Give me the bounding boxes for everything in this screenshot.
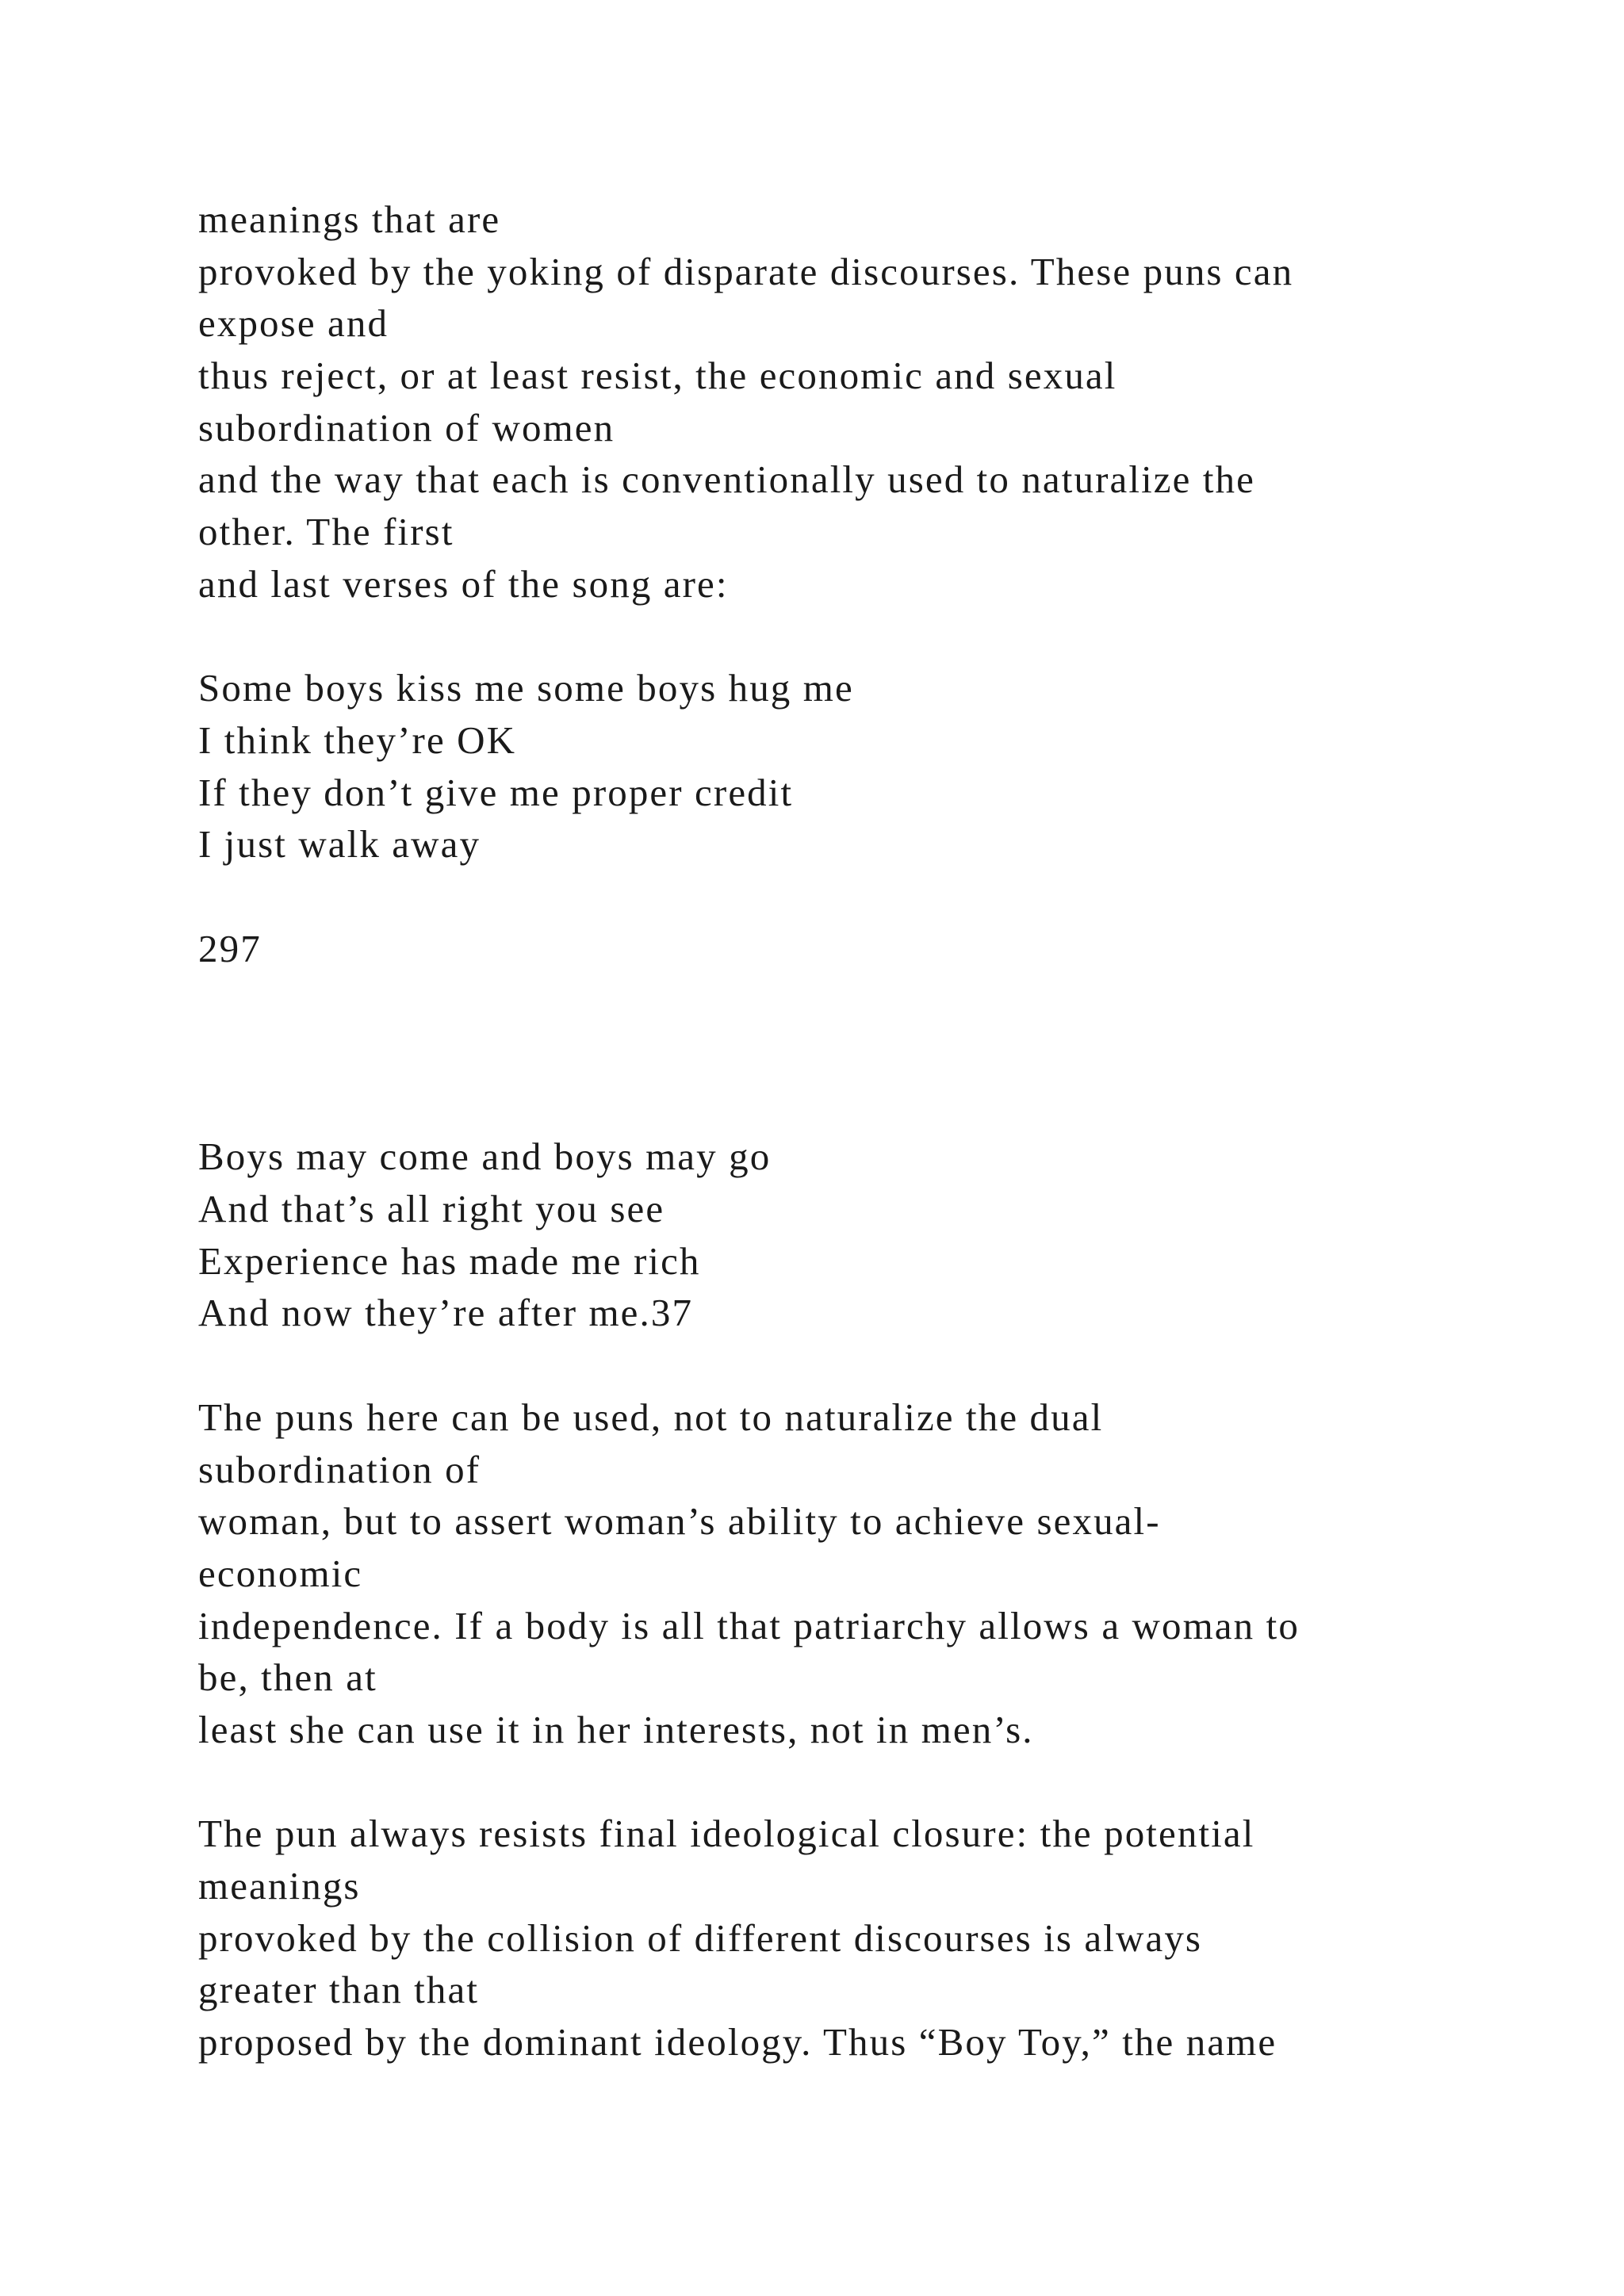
paragraph-2 <box>198 1391 1546 1756</box>
text-line: expose and <box>198 301 389 346</box>
page-break-gap <box>198 974 1546 1131</box>
text-line: thus reject, or at least resist, the economic and sexual <box>198 354 1117 398</box>
blank-line <box>198 871 1546 923</box>
text-line: subordination of women <box>198 405 615 450</box>
document-text <box>198 193 1546 2068</box>
text-line: meanings that are <box>198 197 501 241</box>
text-line: The pun always resists final ideological closure: the potential <box>198 1812 1255 1856</box>
verse-line: And that’s all right you see <box>198 1187 665 1231</box>
paragraph-3 <box>198 1808 1546 2068</box>
verse-line: Some boys kiss me some boys hug me <box>198 666 854 710</box>
blank-line <box>198 1756 1546 1808</box>
text-line: greater than that <box>198 1968 480 2012</box>
blank-line <box>198 610 1546 663</box>
verse-line: I just walk away <box>198 822 481 867</box>
text-line: woman, but to assert woman’s ability to achieve sexual- <box>198 1499 1161 1544</box>
text-line: The puns here can be used, not to naturalize the dual <box>198 1395 1104 1439</box>
text-line: and last verses of the song are: <box>198 561 729 606</box>
text-line: least she can use it in her interests, not in men’s. <box>198 1707 1034 1751</box>
blank-line <box>198 1339 1546 1391</box>
text-line: provoked by the collision of different discourses is always <box>198 1915 1203 1960</box>
text-line: meanings <box>198 1864 361 1908</box>
text-line: other. The first <box>198 510 454 554</box>
verse-line: Experience has made me rich <box>198 1238 701 1283</box>
verse-line: If they don’t give me proper credit <box>198 770 794 814</box>
text-line: economic <box>198 1551 363 1595</box>
song-verse-first <box>198 662 1546 871</box>
verse-line: I think they’re OK <box>198 718 517 762</box>
text-line: be, then at <box>198 1655 377 1700</box>
page-number: 297 <box>198 926 262 970</box>
paragraph-1 <box>198 193 1546 610</box>
song-verse-last <box>198 1131 1546 1339</box>
text-line: provoked by the yoking of disparate discourses. These puns can <box>198 249 1294 293</box>
text-line: independence. If a body is all that patriarchy allows a woman to <box>198 1603 1300 1647</box>
text-line: proposed by the dominant ideology. Thus “Boy Toy,” the name <box>198 2020 1277 2064</box>
text-line: subordination of <box>198 1447 481 1491</box>
text-line: and the way that each is conventionally used to naturalize the <box>198 457 1255 502</box>
verse-line: Boys may come and boys may go <box>198 1135 772 1179</box>
verse-line: And now they’re after me.37 <box>198 1291 694 1335</box>
